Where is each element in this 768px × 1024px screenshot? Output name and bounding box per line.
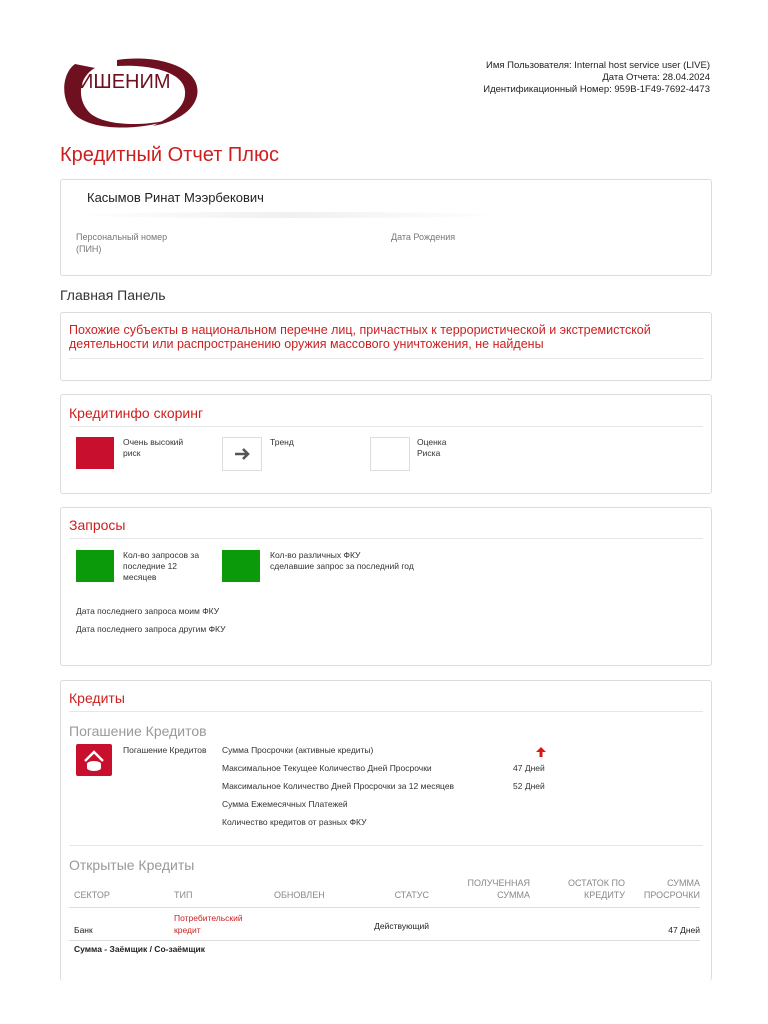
requests-title: Запросы — [69, 517, 126, 533]
risk-rating-label: Оценка Риска — [417, 437, 447, 458]
column-header: ПОЛУЧЕННАЯ СУММА — [435, 877, 530, 908]
monthly-payments-label: Сумма Ежемесячных Платежей — [222, 799, 348, 809]
trend-label: Тренд — [270, 437, 294, 447]
sector-cell: Банк — [74, 925, 93, 935]
updated-cell — [269, 908, 364, 941]
max-overdue-12m-value: 52 Дней — [513, 781, 545, 791]
requests-count-label: Кол-во запросов за последние 12 месяцев — [123, 550, 200, 582]
user-name-line: Имя Пользователя: Internal host service user (LIVE) — [486, 60, 710, 71]
fku-count-label: Кол-во различных ФКУ сделавшие запрос за последний год — [270, 550, 414, 571]
last-request-mine: Дата последнего запроса моим ФКУ — [76, 606, 220, 616]
scoring-card — [60, 394, 712, 494]
arrow-up-icon — [535, 745, 547, 763]
divider — [69, 845, 703, 846]
risk-rating-indicator — [370, 437, 410, 471]
report-header-info — [483, 60, 710, 96]
dashboard-title: Главная Панель — [60, 287, 166, 303]
person-name: Касымов Ринат Мээрбекович — [87, 190, 264, 205]
divider — [69, 538, 703, 539]
terror-check-card — [60, 312, 712, 381]
table-row[interactable] — [69, 908, 700, 941]
column-header: ОСТАТОК ПО КРЕДИТУ — [530, 877, 625, 908]
subtotal-row — [69, 941, 700, 960]
max-overdue-12m-label: Максимальное Количество Дней Просрочки за 12 месяцев — [222, 781, 455, 791]
repayment-label: Погашение Кредитов — [123, 745, 207, 755]
terror-check-text: Похожие субъекты в национальном перечне лиц, причастных к террористической и экстремистской деятельности или распространению оружия массового уничтожения, не найдены — [69, 323, 651, 351]
requests-count-indicator — [76, 550, 114, 582]
divider — [69, 358, 703, 359]
risk-indicator — [76, 437, 114, 469]
scoring-title: Кредитинфо скоринг — [69, 405, 204, 421]
column-header: СЕКТОР — [69, 877, 169, 908]
balance-cell — [530, 908, 625, 941]
report-id-line: Идентификационный Номер: 959B-1F49-7692-4473 — [483, 84, 710, 95]
max-current-overdue-label: Максимальное Текущее Количество Дней Просрочки — [222, 763, 432, 773]
subtotal-label: Сумма - Заёмщик / Со-заёмщик — [69, 941, 700, 960]
type-cell[interactable]: Потребительский кредит — [174, 913, 243, 935]
repayment-icon — [76, 744, 112, 776]
overdue-sum-label: Сумма Просрочки (активные кредиты) — [222, 745, 374, 755]
pin-label: Персональный номер (ПИН) — [76, 232, 168, 254]
trend-indicator — [222, 437, 262, 471]
last-request-other: Дата последнего запроса другим ФКУ — [76, 624, 226, 634]
fku-count-indicator — [222, 550, 260, 582]
report-title: Кредитный Отчет Плюс — [60, 144, 279, 166]
received-cell — [435, 908, 530, 941]
report-date-line: Дата Отчета: 28.04.2024 — [602, 72, 710, 83]
open-credits-table — [69, 877, 700, 959]
column-header: ОБНОВЛЕН — [269, 877, 364, 908]
overdue-cell: 47 Дней — [668, 925, 700, 935]
risk-label: Очень высокий риск — [123, 437, 184, 458]
divider — [69, 426, 703, 427]
status-cell: Действующий — [374, 921, 429, 931]
fku-credits-count-label: Количество кредитов от разных ФКУ — [222, 817, 367, 827]
ishenim-logo — [57, 52, 207, 132]
divider — [69, 711, 703, 712]
name-shadow — [69, 212, 509, 218]
column-header: СУММА ПРОСРОЧКИ — [625, 877, 700, 908]
dob-label: Дата Рождения — [391, 232, 456, 242]
table-header-row — [69, 877, 700, 908]
open-credits-title: Открытые Кредиты — [69, 857, 195, 873]
max-current-overdue-value: 47 Дней — [513, 763, 545, 773]
credits-title: Кредиты — [69, 690, 125, 706]
column-header: СТАТУС — [364, 877, 435, 908]
column-header: ТИП — [169, 877, 269, 908]
arrow-right-icon — [223, 438, 261, 470]
requests-card — [60, 507, 712, 666]
person-card — [60, 179, 712, 276]
credits-card — [60, 680, 712, 981]
repayment-title: Погашение Кредитов — [69, 723, 207, 739]
svg-text:ИШЕНИМ: ИШЕНИМ — [79, 71, 171, 93]
